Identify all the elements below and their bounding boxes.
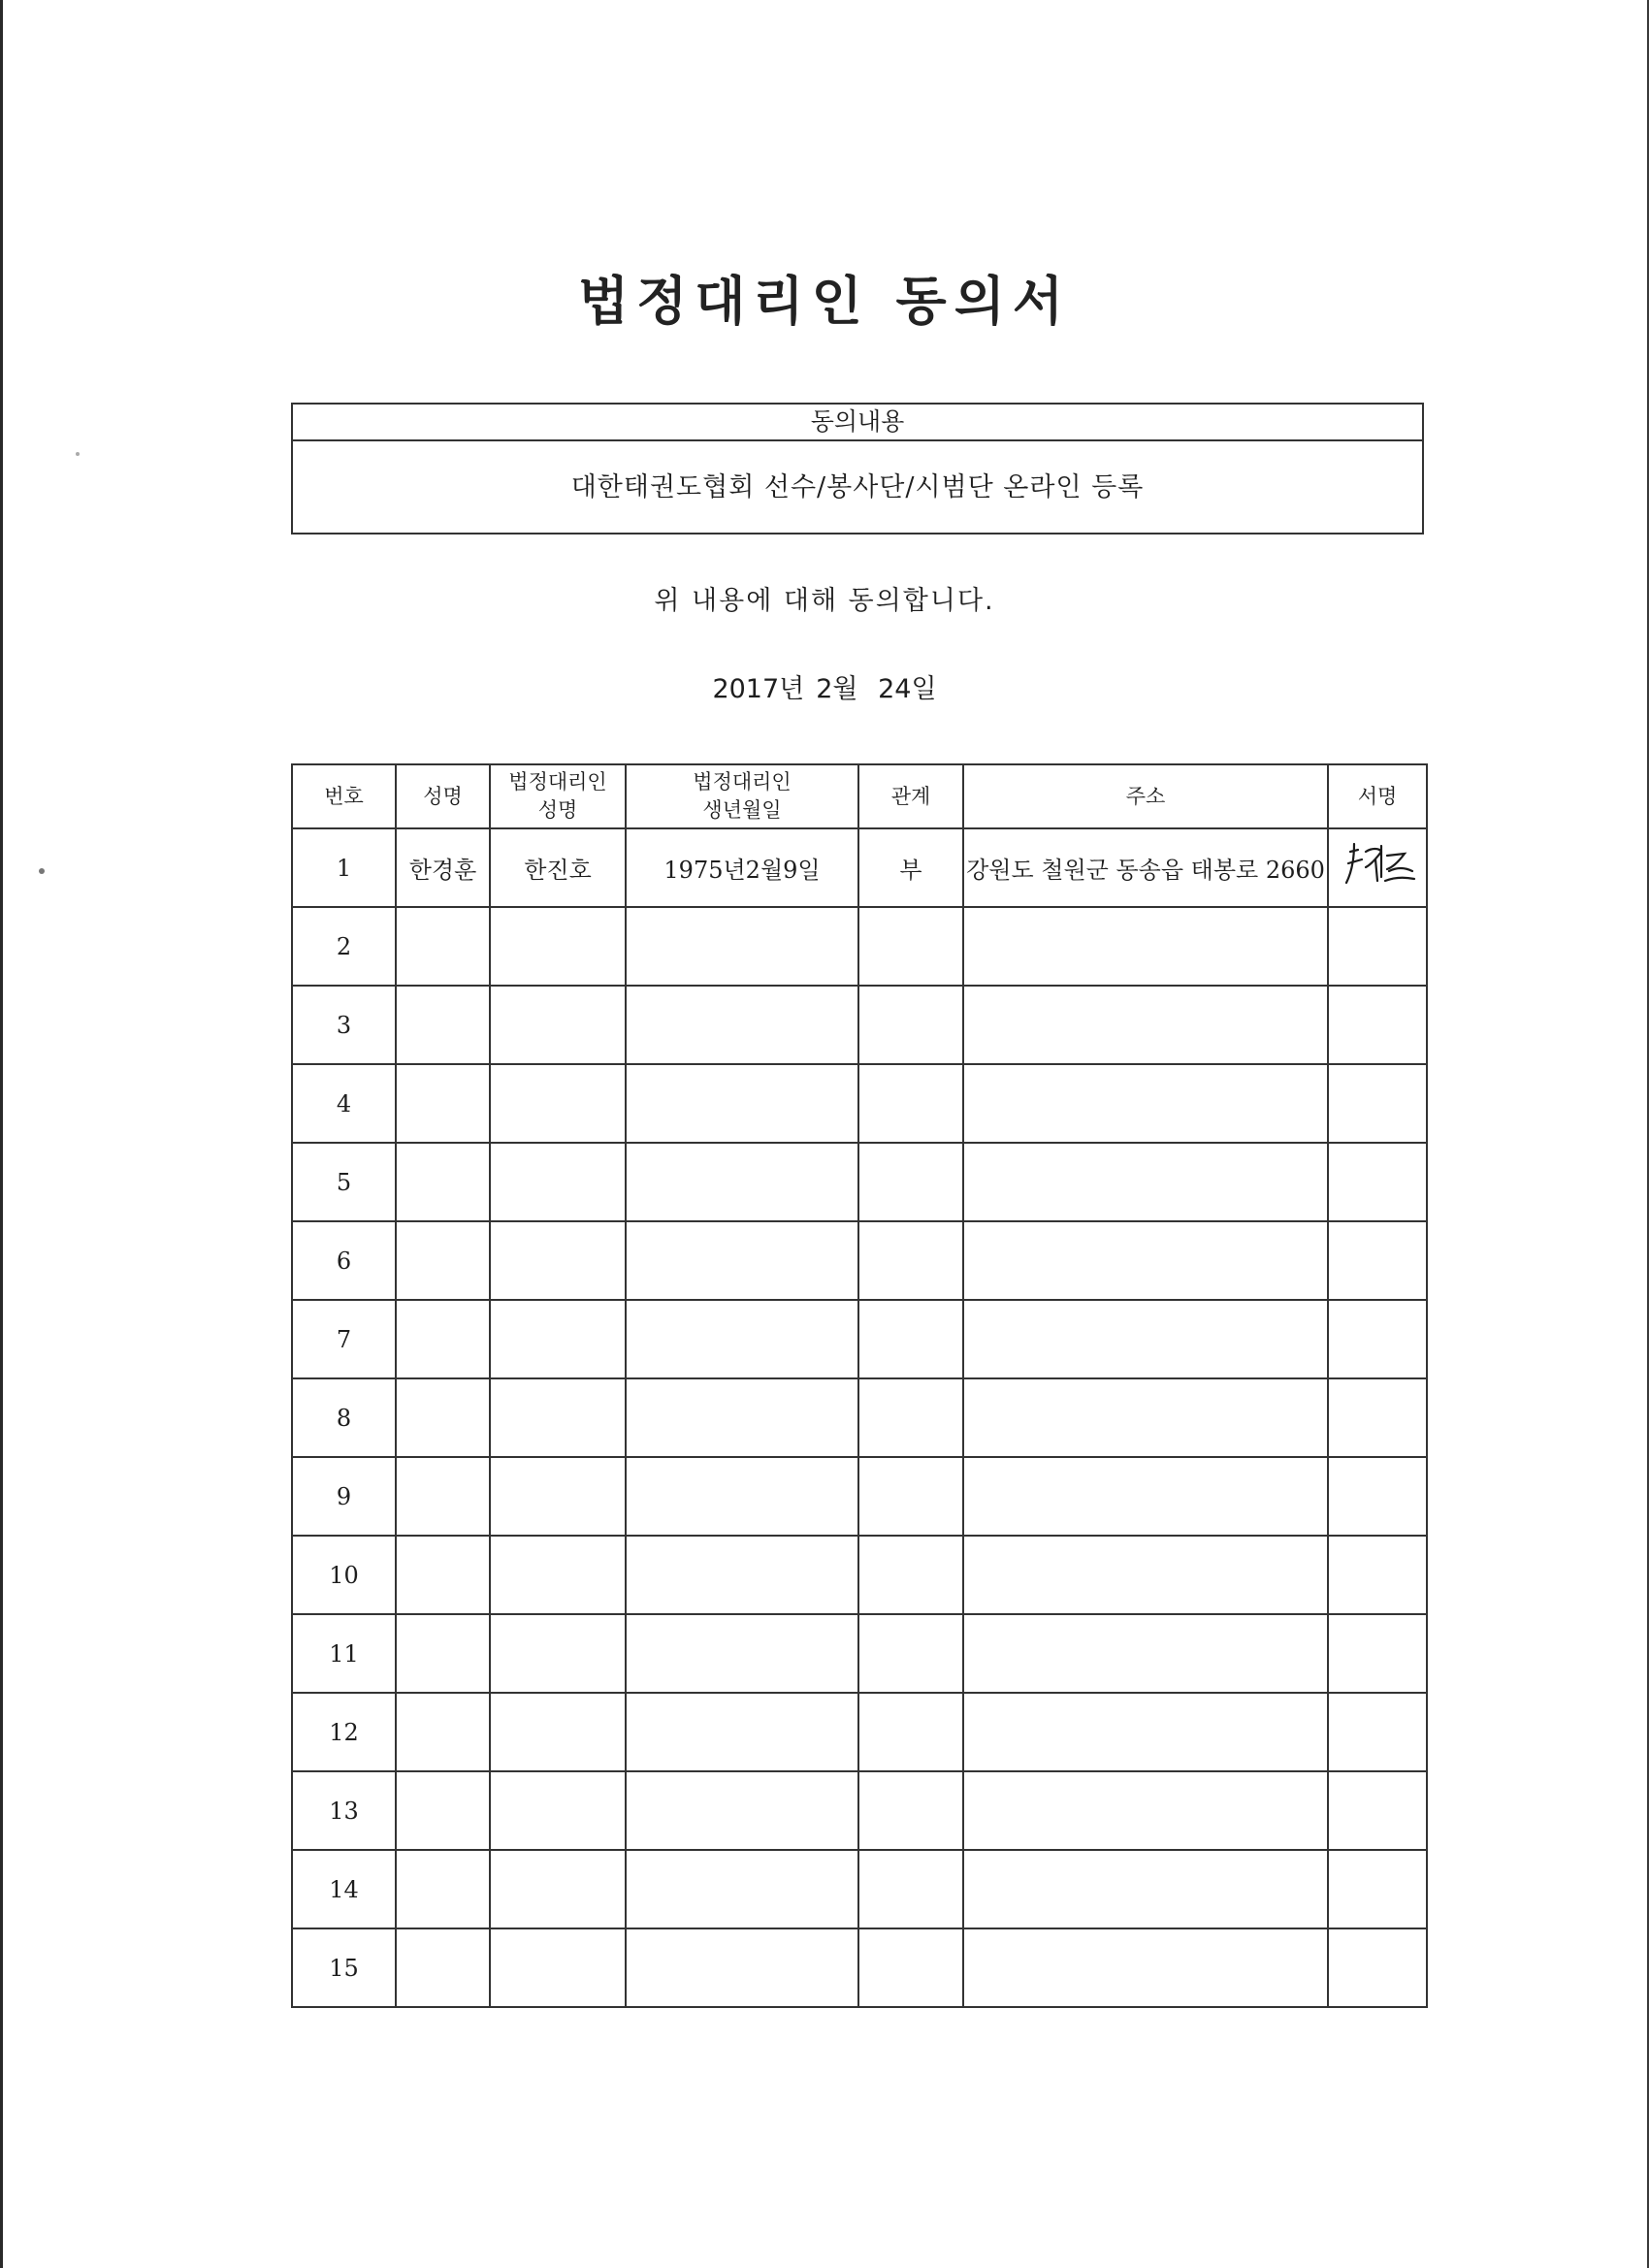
- date-line: [0, 667, 1649, 705]
- cell-number: 9: [292, 1457, 396, 1536]
- cell-signature: [1328, 1850, 1427, 1928]
- scan-speck: [39, 868, 45, 874]
- cell-number: 3: [292, 986, 396, 1064]
- cell-guardian-birth: [626, 1850, 858, 1928]
- cell-number: 8: [292, 1378, 396, 1457]
- cell-signature: [1328, 907, 1427, 986]
- cell-guardian-birth: [626, 1300, 858, 1378]
- cell-address: [963, 986, 1328, 1064]
- cell-relation: [858, 907, 963, 986]
- header-address: 주소: [963, 764, 1328, 828]
- cell-name: [396, 1850, 490, 1928]
- table-row: [292, 986, 1427, 1064]
- cell-number: 13: [292, 1771, 396, 1850]
- cell-number: 2: [292, 907, 396, 986]
- cell-guardian-name: [490, 1693, 626, 1771]
- cell-guardian-name: [490, 1300, 626, 1378]
- consent-box: [291, 403, 1424, 535]
- cell-guardian-name: [490, 1143, 626, 1221]
- cell-signature: [1328, 1300, 1427, 1378]
- cell-number: 15: [292, 1928, 396, 2007]
- table-row: [292, 1457, 1427, 1536]
- cell-guardian-birth: [626, 1457, 858, 1536]
- cell-name: [396, 986, 490, 1064]
- table-row: [292, 1064, 1427, 1143]
- cell-relation: [858, 1614, 963, 1693]
- cell-number: 4: [292, 1064, 396, 1143]
- cell-signature: [1328, 828, 1427, 907]
- cell-signature: [1328, 1378, 1427, 1457]
- cell-address: [963, 1064, 1328, 1143]
- cell-guardian-birth: [626, 1771, 858, 1850]
- cell-guardian-birth: [626, 1221, 858, 1300]
- cell-address: [963, 1614, 1328, 1693]
- cell-address: [963, 1536, 1328, 1614]
- cell-address: [963, 1221, 1328, 1300]
- table-row: [292, 1300, 1427, 1378]
- cell-relation: [858, 1850, 963, 1928]
- cell-guardian-birth: [626, 907, 858, 986]
- cell-relation: [858, 1928, 963, 2007]
- cell-guardian-birth: [626, 986, 858, 1064]
- cell-guardian-name: [490, 1614, 626, 1693]
- cell-address: [963, 1928, 1328, 2007]
- cell-relation: [858, 1064, 963, 1143]
- cell-guardian-name: [490, 1064, 626, 1143]
- cell-guardian-name: [490, 1771, 626, 1850]
- cell-guardian-name: [490, 1457, 626, 1536]
- cell-number: 14: [292, 1850, 396, 1928]
- header-guardian-birth: [626, 764, 858, 828]
- scan-edge-left: [0, 0, 3, 2268]
- table-row: [292, 1536, 1427, 1614]
- cell-guardian-birth: [626, 1693, 858, 1771]
- header-relation: 관계: [858, 764, 963, 828]
- cell-guardian-birth: [626, 1614, 858, 1693]
- guardian-table: [291, 763, 1428, 2008]
- cell-number: 12: [292, 1693, 396, 1771]
- cell-name: [396, 1771, 490, 1850]
- cell-name: [396, 907, 490, 986]
- cell-signature: [1328, 1928, 1427, 2007]
- header-guardian-name-line2: 성명: [537, 798, 578, 822]
- cell-name: [396, 1221, 490, 1300]
- cell-signature: [1328, 1064, 1427, 1143]
- cell-name: [396, 1928, 490, 2007]
- cell-relation: [858, 1771, 963, 1850]
- header-guardian-name: [490, 764, 626, 828]
- agree-statement: 위 내용에 대해 동의합니다.: [654, 586, 995, 616]
- cell-number: 7: [292, 1300, 396, 1378]
- cell-name: [396, 1064, 490, 1143]
- cell-name: [396, 1300, 490, 1378]
- cell-guardian-birth: [626, 1064, 858, 1143]
- cell-guardian-name: [490, 1928, 626, 2007]
- cell-number: 5: [292, 1143, 396, 1221]
- header-guardian-name-line1: 법정대리인: [508, 770, 607, 794]
- cell-guardian-name: 한진호: [490, 828, 626, 907]
- cell-guardian-birth: 1975년2월9일: [626, 828, 858, 907]
- page-title: 법정대리인 동의서: [577, 270, 1072, 332]
- table-row: [292, 1221, 1427, 1300]
- cell-number: 10: [292, 1536, 396, 1614]
- cell-name: [396, 1378, 490, 1457]
- cell-signature: [1328, 1457, 1427, 1536]
- cell-address: [963, 1457, 1328, 1536]
- cell-guardian-name: [490, 986, 626, 1064]
- cell-name: [396, 1457, 490, 1536]
- cell-number: 1: [292, 828, 396, 907]
- cell-name: 한경훈: [396, 828, 490, 907]
- cell-guardian-birth: [626, 1536, 858, 1614]
- table-row: [292, 1850, 1427, 1928]
- cell-name: [396, 1143, 490, 1221]
- handwritten-signature: [1337, 838, 1418, 892]
- cell-relation: 부: [858, 828, 963, 907]
- consent-header: 동의내용: [293, 405, 1422, 441]
- cell-guardian-birth: [626, 1143, 858, 1221]
- table-row: [292, 1614, 1427, 1693]
- cell-address: [963, 1693, 1328, 1771]
- cell-relation: [858, 1536, 963, 1614]
- cell-signature: [1328, 1614, 1427, 1693]
- cell-relation: [858, 1457, 963, 1536]
- cell-signature: [1328, 1771, 1427, 1850]
- table-row: [292, 1693, 1427, 1771]
- cell-number: 6: [292, 1221, 396, 1300]
- cell-name: [396, 1536, 490, 1614]
- table-row: [292, 828, 1427, 907]
- cell-signature: [1328, 1221, 1427, 1300]
- cell-guardian-birth: [626, 1378, 858, 1457]
- cell-name: [396, 1693, 490, 1771]
- cell-relation: [858, 1143, 963, 1221]
- cell-relation: [858, 1693, 963, 1771]
- table-row: [292, 1378, 1427, 1457]
- table-row: [292, 1928, 1427, 2007]
- cell-signature: [1328, 986, 1427, 1064]
- table-header-row: [292, 764, 1427, 828]
- cell-address: [963, 907, 1328, 986]
- cell-guardian-name: [490, 1536, 626, 1614]
- table-row: [292, 1143, 1427, 1221]
- cell-guardian-name: [490, 1221, 626, 1300]
- header-guardian-birth-line2: 생년월일: [702, 798, 782, 822]
- cell-address: [963, 1771, 1328, 1850]
- cell-address: [963, 1850, 1328, 1928]
- cell-guardian-birth: [626, 1928, 858, 2007]
- date-month: 2월: [816, 674, 858, 704]
- header-number: 번호: [292, 764, 396, 828]
- cell-relation: [858, 1300, 963, 1378]
- cell-address: [963, 1143, 1328, 1221]
- date-day: 24일: [878, 674, 937, 704]
- table-row: [292, 907, 1427, 986]
- header-signature: 서명: [1328, 764, 1427, 828]
- table-row: [292, 1771, 1427, 1850]
- cell-address: [963, 1378, 1328, 1457]
- header-guardian-birth-line1: 법정대리인: [693, 770, 792, 794]
- date-year: 2017년: [712, 674, 805, 704]
- scan-speck: [76, 452, 80, 456]
- cell-number: 11: [292, 1614, 396, 1693]
- cell-guardian-name: [490, 907, 626, 986]
- cell-address: [963, 1300, 1328, 1378]
- cell-guardian-name: [490, 1378, 626, 1457]
- cell-relation: [858, 986, 963, 1064]
- cell-relation: [858, 1378, 963, 1457]
- cell-signature: [1328, 1536, 1427, 1614]
- cell-name: [396, 1614, 490, 1693]
- cell-signature: [1328, 1143, 1427, 1221]
- cell-relation: [858, 1221, 963, 1300]
- consent-body: 대한태권도협회 선수/봉사단/시범단 온라인 등록: [570, 472, 1145, 502]
- header-name: 성명: [396, 764, 490, 828]
- cell-guardian-name: [490, 1850, 626, 1928]
- cell-signature: [1328, 1693, 1427, 1771]
- cell-address: 강원도 철원군 동송읍 태봉로 2660: [963, 828, 1328, 907]
